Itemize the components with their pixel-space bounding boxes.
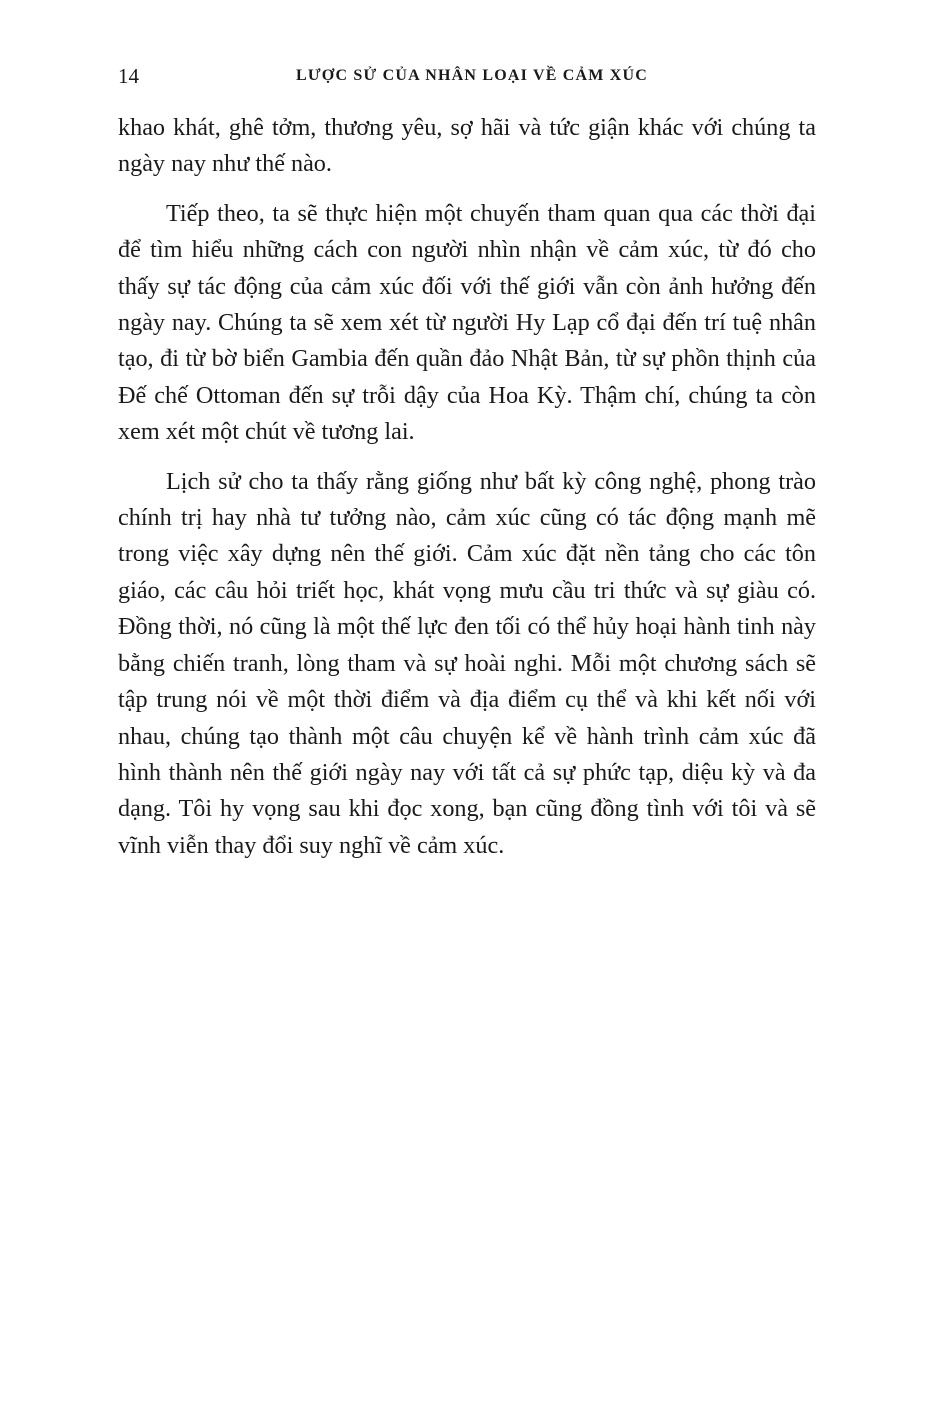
paragraph-continuation: khao khát, ghê tởm, thương yêu, sợ hãi và tức giận khác với chúng ta ngày nay như thế nào. bbox=[118, 114, 816, 178]
page-number: 14 bbox=[118, 64, 139, 88]
running-header bbox=[118, 62, 816, 90]
paragraph: Lịch sử cho ta thấy rằng giống như bất kỳ công nghệ, phong trào chính trị hay nhà tư tưởng nào, cảm xúc cũng có tác động mạnh mẽ trong việc xây dựng nên thế giới. Cảm xúc đặt nền tảng cho các tôn giáo, các câu hỏi triết học, khát vọng mưu cầu tri thức và sự giàu có. Đồng thời, nó cũng là một thế lực đen tối có thể hủy hoại hành tinh này bằng chiến tranh, lòng tham và sự hoài nghi. Mỗi một chương sách sẽ tập trung nói về một thời điểm và địa điểm cụ thể và khi kết nối với nhau, chúng tạo thành một câu chuyện kể về hành trình cảm xúc đã hình thành nên thế giới ngày nay với tất cả sự phức tạp, diệu kỳ và đa dạng. Tôi hy vọng sau khi đọc xong, bạn cũng đồng tình với tôi và sẽ vĩnh viễn thay đổi suy nghĩ về cảm xúc. bbox=[118, 467, 816, 859]
paragraph: Tiếp theo, ta sẽ thực hiện một chuyến tham quan qua các thời đại để tìm hiểu những cách con người nhìn nhận về cảm xúc, từ đó cho thấy sự tác động của cảm xúc đối với thế giới vẫn còn ảnh hưởng đến ngày nay. Chúng ta sẽ xem xét từ người Hy Lạp cổ đại đến trí tuệ nhân tạo, đi từ bờ biển Gambia đến quần đảo Nhật Bản, từ sự phồn thịnh của Đế chế Ottoman đến sự trỗi dậy của Hoa Kỳ. Thậm chí, chúng ta còn xem xét một chút về tương lai. bbox=[118, 199, 816, 446]
running-title: LƯỢC SỬ CỦA NHÂN LOẠI VỀ CẢM XÚC bbox=[296, 67, 649, 84]
body-text bbox=[118, 110, 816, 864]
